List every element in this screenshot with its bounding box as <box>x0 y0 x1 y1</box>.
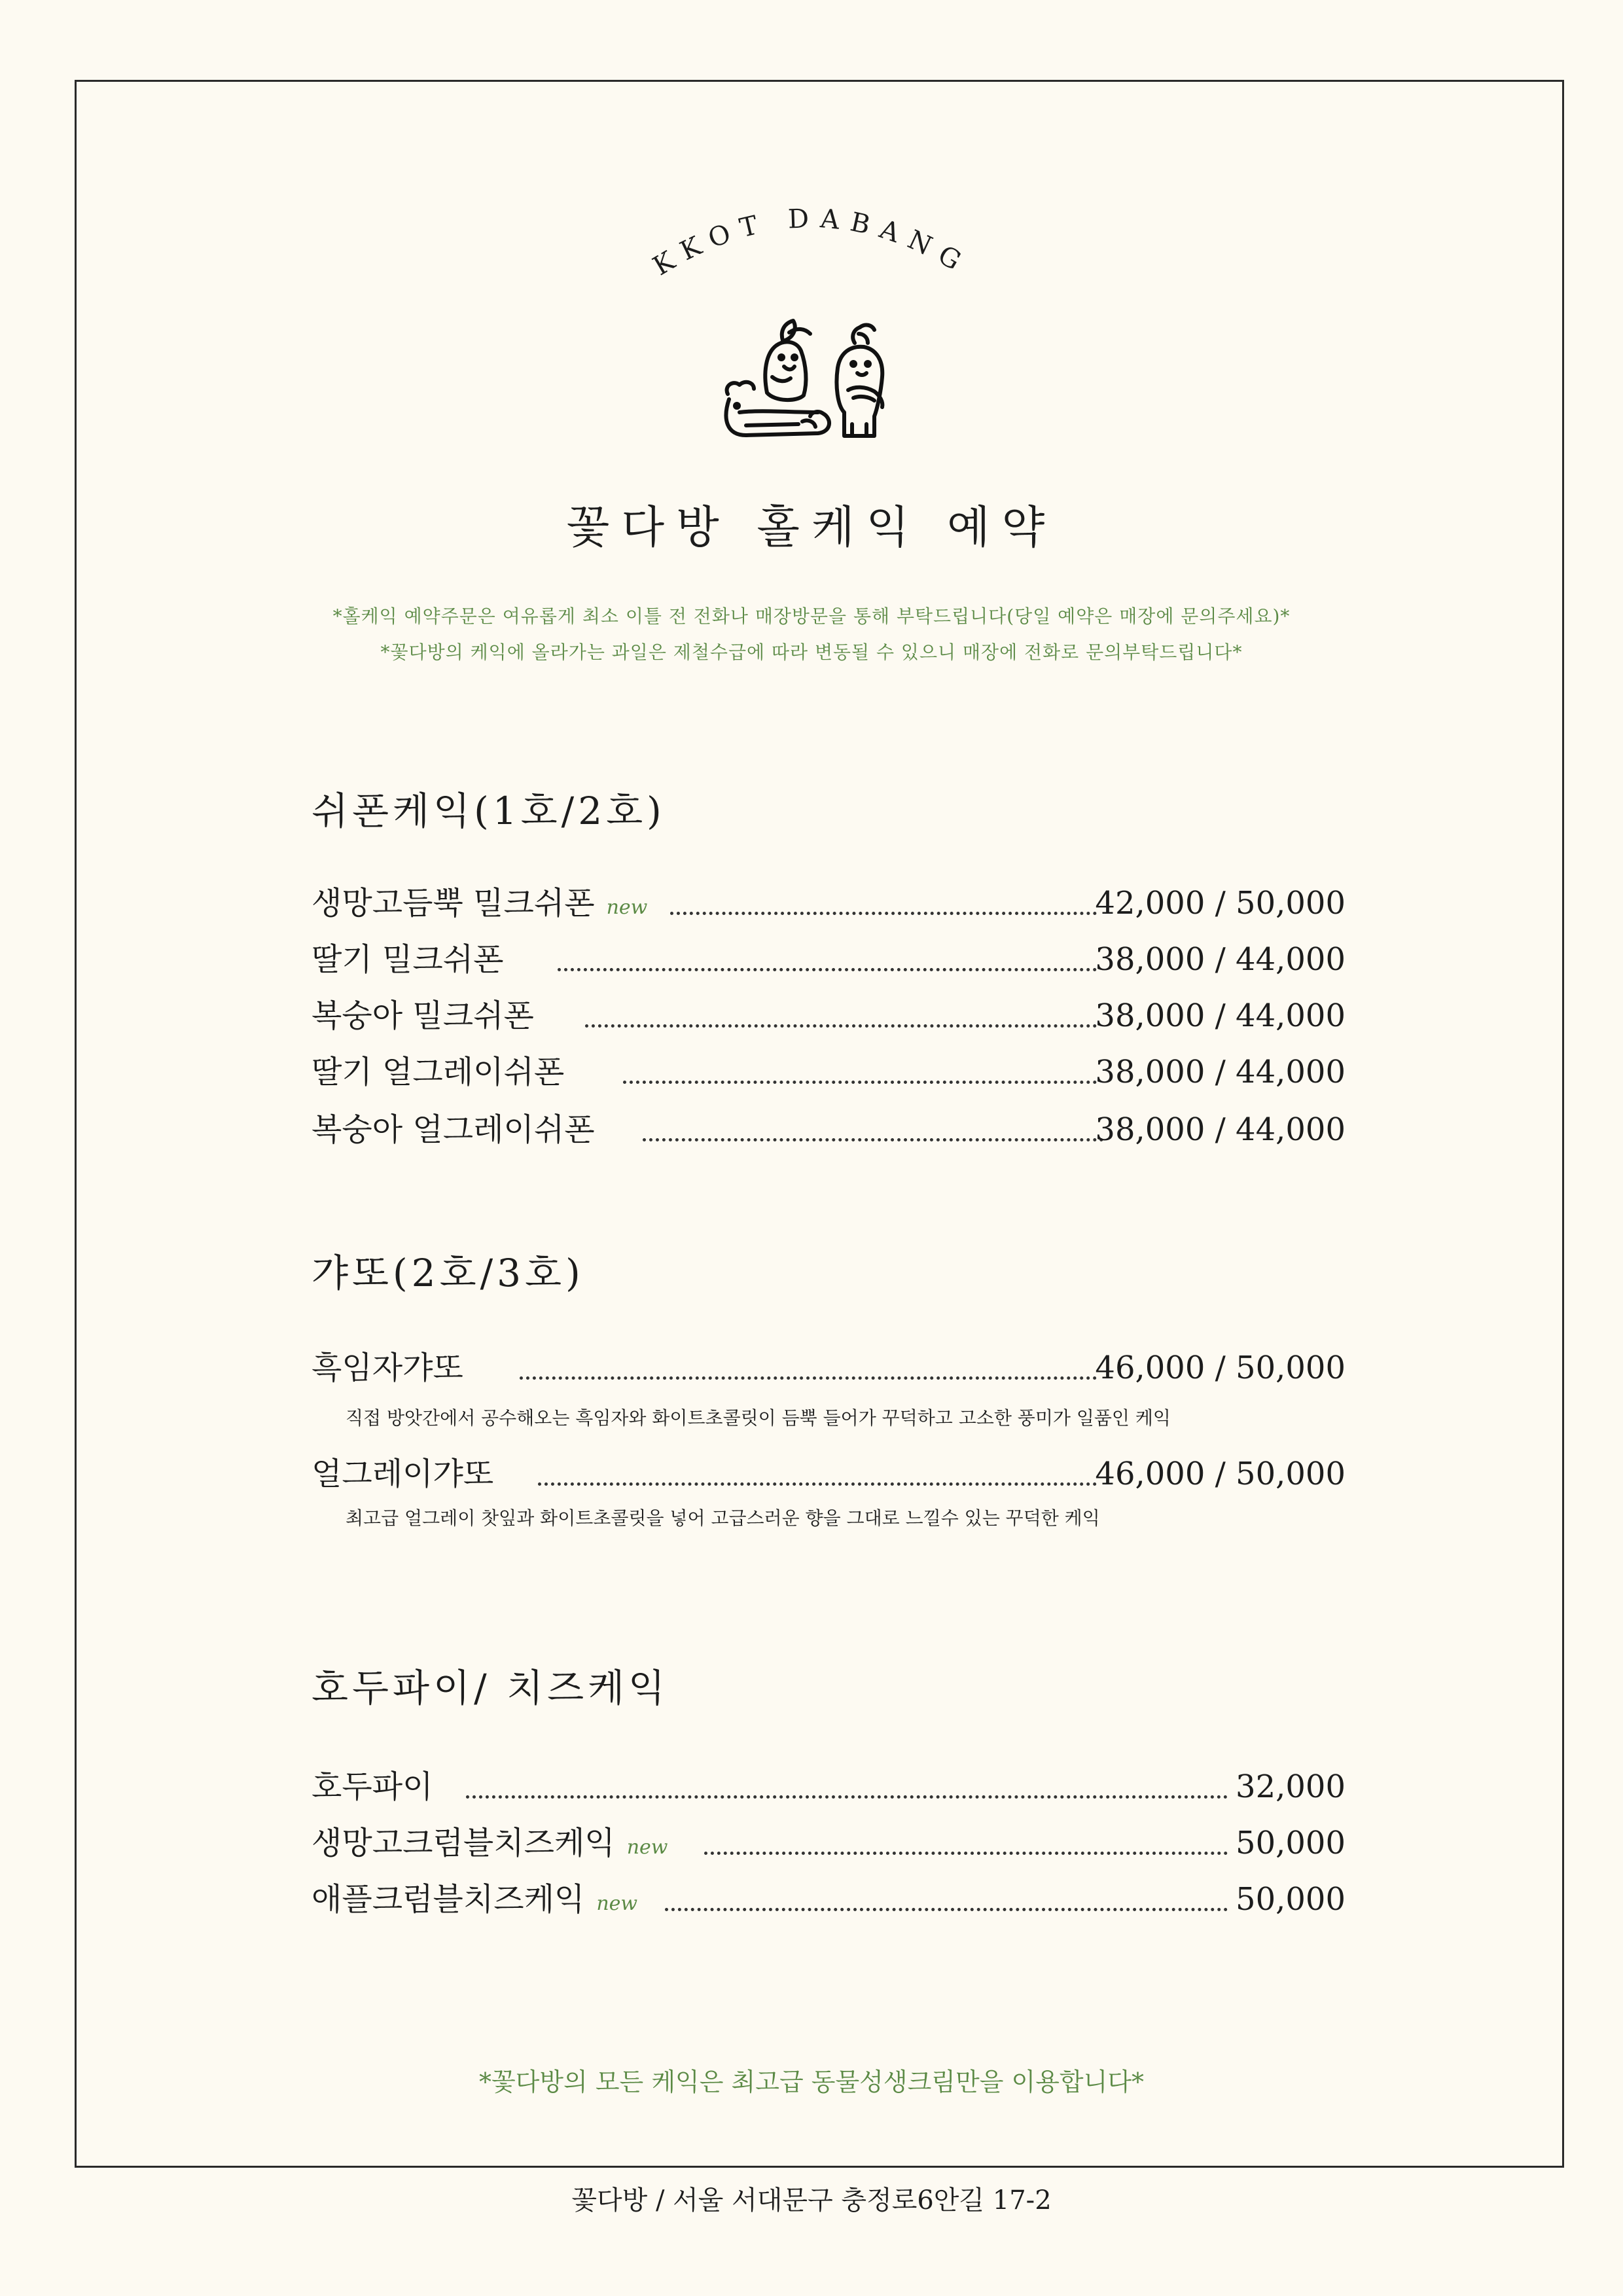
menu-item <box>312 1761 1346 1806</box>
menu-item <box>312 990 1346 1035</box>
menu-item <box>312 933 1346 979</box>
menu-item-price: 38,000 / 44,000 <box>1095 1111 1346 1148</box>
menu-item-price: 50,000 <box>1236 1881 1346 1918</box>
dot-leader <box>665 1908 1228 1911</box>
menu-item <box>312 1342 1346 1388</box>
menu-item-price: 38,000 / 44,000 <box>1095 1054 1346 1090</box>
section-title-pie-cheese: 호두파이/ 치즈케익 <box>312 1666 669 1710</box>
menu-item <box>312 1046 1346 1092</box>
brand-logo-text <box>0 190 1623 314</box>
reservation-notice: *홀케익 예약주문은 여유롭게 최소 이틀 전 전화나 매장방문을 통해 부탁드립니다(당일 예약은 매장에 문의주세요)* <box>332 605 1291 627</box>
dot-leader <box>466 1795 1228 1799</box>
menu-item-price: 38,000 / 44,000 <box>1095 941 1346 978</box>
menu-item-name: 애플크럼블치즈케익 new <box>312 1881 638 1918</box>
cream-notice: *꽃다방의 모든 케익은 최고급 동물성생크림만을 이용합니다* <box>478 2068 1145 2096</box>
page-title: 꽃다방 홀케익 예약 <box>566 502 1057 554</box>
dot-leader <box>558 968 1097 971</box>
menu-item-name: 딸기 밀크쉬폰 <box>312 941 504 978</box>
menu-item-description: 최고급 얼그레이 찻잎과 화이트초콜릿을 넣어 고급스러운 향을 그대로 느낄수 있는 꾸덕한 케익 <box>346 1507 1100 1529</box>
menu-item-name: 딸기 얼그레이쉬폰 <box>312 1054 565 1090</box>
menu-item-name: 얼그레이갸또 <box>312 1456 494 1492</box>
new-badge: new <box>626 1836 668 1859</box>
menu-item-price: 50,000 <box>1236 1825 1346 1861</box>
mascot-logo-icon <box>720 314 903 448</box>
menu-item <box>312 877 1346 923</box>
dot-leader <box>670 912 1097 915</box>
dot-leader <box>643 1138 1103 1141</box>
fruit-notice: *꽃다방의 케익에 올라가는 과일은 제철수급에 따라 변동될 수 있으니 매장에 전화로 문의부탁드립니다* <box>380 641 1243 663</box>
menu-item-name: 호두파이 <box>312 1768 433 1805</box>
menu-item-price: 46,000 / 50,000 <box>1095 1350 1346 1386</box>
brand-name: KKOT DABANG <box>648 203 975 282</box>
dot-leader <box>585 1024 1097 1028</box>
menu-item-price: 46,000 / 50,000 <box>1095 1456 1346 1492</box>
menu-item-name: 생망고듬뿍 밀크쉬폰 new <box>312 885 648 922</box>
menu-item <box>312 1817 1346 1863</box>
menu-item <box>312 1448 1346 1494</box>
menu-item <box>312 1103 1346 1149</box>
menu-item-price: 38,000 / 44,000 <box>1095 997 1346 1034</box>
section-title-chiffon: 쉬폰케익(1호/2호) <box>312 789 666 833</box>
dot-leader <box>623 1081 1097 1084</box>
menu-item-price: 32,000 <box>1236 1768 1346 1805</box>
dot-leader <box>520 1376 1097 1380</box>
menu-item-name: 흑임자갸또 <box>312 1350 463 1386</box>
new-badge: new <box>606 896 648 919</box>
menu-item-name: 복숭아 얼그레이쉬폰 <box>312 1111 595 1148</box>
menu-item-price: 42,000 / 50,000 <box>1095 885 1346 922</box>
dot-leader <box>704 1852 1228 1855</box>
svg-text:KKOT DABANG <box>648 204 975 281</box>
dot-leader <box>538 1482 1097 1486</box>
new-badge: new <box>596 1892 638 1915</box>
menu-item-description: 직접 방앗간에서 공수해오는 흑임자와 화이트초콜릿이 듬뿍 들어가 꾸덕하고 고소한 풍미가 일품인 케익 <box>346 1407 1171 1429</box>
section-title-gateau: 갸또(2호/3호) <box>312 1251 584 1295</box>
menu-item-name: 복숭아 밀크쉬폰 <box>312 997 534 1034</box>
menu-item-name: 생망고크럼블치즈케익 new <box>312 1825 668 1861</box>
store-address: 꽃다방 / 서울 서대문구 충정로6안길 17-2 <box>571 2185 1052 2215</box>
menu-item <box>312 1873 1346 1919</box>
